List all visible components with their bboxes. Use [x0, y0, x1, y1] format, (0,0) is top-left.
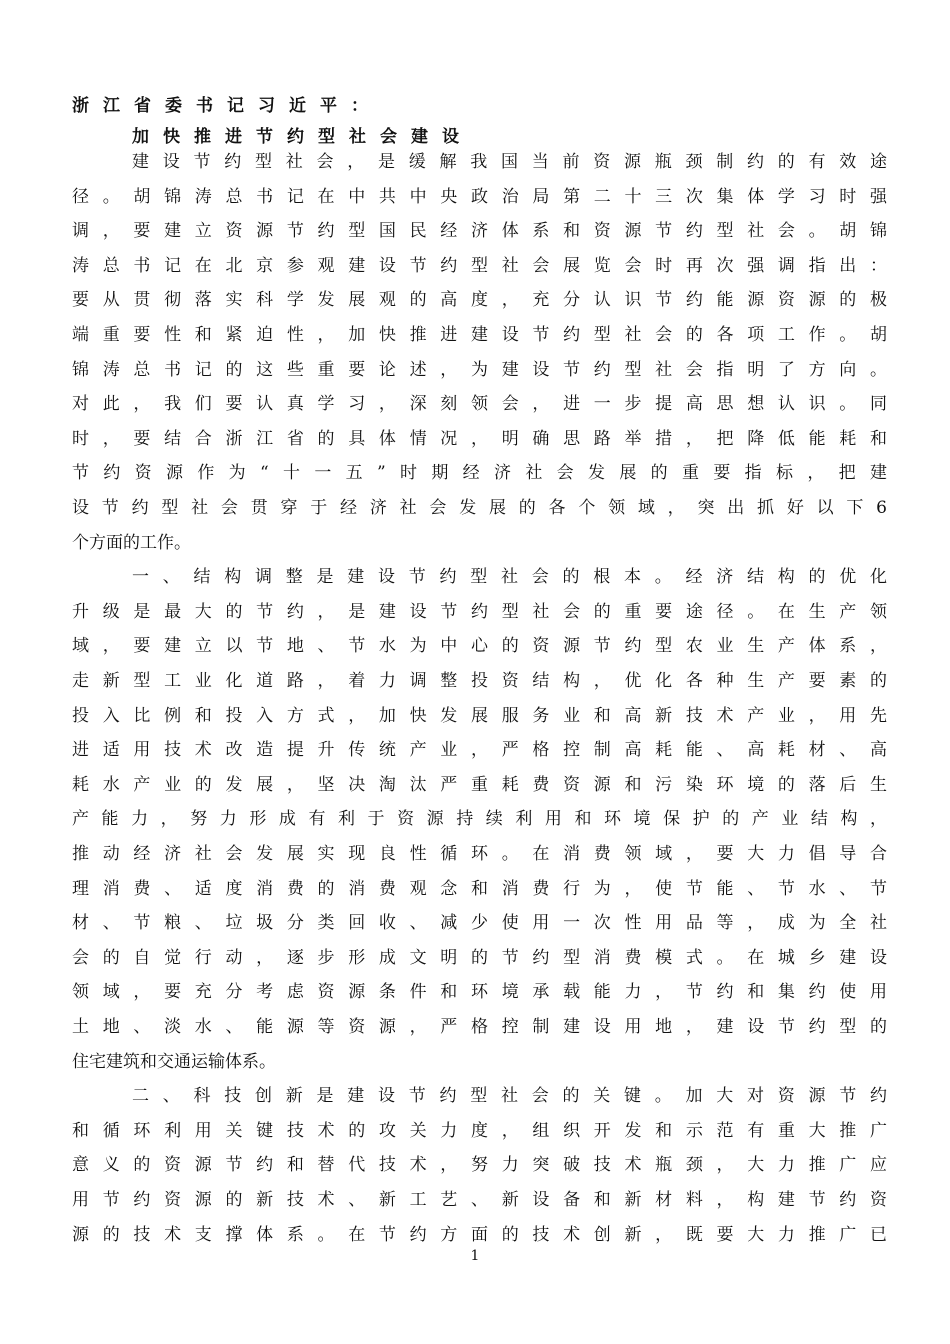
text-line: 要从贯彻落实科学发展观的高度，充分认识节约能源资源的极: [72, 290, 887, 311]
title-line-1: 浙江省委书记习近平：: [72, 96, 382, 116]
text-line: 个方面的工作。: [72, 532, 191, 553]
text-line: 和循环利用关键技术的攻关力度，组织开发和示范有重大推广: [72, 1120, 887, 1141]
text-line: 涛总书记在北京参观建设节约型社会展览会时再次强调指出：: [72, 255, 887, 276]
page-number: 1: [470, 1248, 480, 1264]
text-line: 时，要结合浙江省的具体情况，明确思路举措，把降低能耗和: [72, 428, 887, 449]
text-line: 建设节约型社会，是缓解我国当前资源瓶颈制约的有效途: [132, 152, 887, 172]
text-line: 走新型工业化道路，着力调整投资结构，优化各种生产要素的: [72, 671, 887, 691]
text-line: 节约资源作为“十一五”时期经济社会发展的重要指标，把建: [72, 463, 887, 484]
text-line: 二、科技创新是建设节约型社会的关键。加大对资源节约: [132, 1086, 887, 1107]
title-line-2: 加快推进节约型社会建设: [132, 127, 473, 147]
text-line: 理消费、适度消费的消费观念和消费行为，使节能、节水、节: [72, 878, 887, 899]
text-line: 域，要建立以节地、节水为中心的资源节约型农业生产体系，: [72, 636, 887, 657]
text-line: 径。胡锦涛总书记在中共中央政治局第二十三次集体学习时强: [72, 186, 887, 207]
text-line: 推动经济社会发展实现良性循环。在消费领域，要大力倡导合: [72, 844, 887, 864]
text-line: 材、节粮、垃圾分类回收、减少使用一次性用品等，成为全社: [72, 913, 887, 934]
text-line: 住宅建筑和交通运输体系。: [72, 1051, 276, 1072]
text-line: 一、结构调整是建设节约型社会的根本。经济结构的优化: [132, 567, 887, 588]
text-line: 会的自觉行动，逐步形成文明的节约型消费模式。在城乡建设: [72, 947, 887, 968]
text-line: 进适用技术改造提升传统产业，严格控制高耗能、高耗材、高: [72, 740, 887, 761]
text-line: 投入比例和投入方式，加快发展服务业和高新技术产业，用先: [72, 705, 887, 726]
text-line: 对此，我们要认真学习，深刻领会，进一步提高思想认识。同: [72, 394, 887, 415]
text-line: 意义的资源节约和替代技术，努力突破技术瓶颈，大力推广应: [72, 1155, 887, 1176]
text-line: 锦涛总书记的这些重要论述，为建设节约型社会指明了方向。: [72, 359, 887, 380]
text-line: 用节约资源的新技术、新工艺、新设备和新材料，构建节约资: [72, 1190, 887, 1210]
text-line: 领域，要充分考虑资源条件和环境承载能力，节约和集约使用: [72, 982, 887, 1003]
text-line: 设节约型社会贯穿于经济社会发展的各个领域，突出抓好以下6: [72, 498, 887, 518]
text-line: 调，要建立资源节约型国民经济体系和资源节约型社会。胡锦: [72, 221, 887, 242]
text-line: 源的技术支撑体系。在节约方面的技术创新，既要大力推广已: [72, 1224, 887, 1245]
text-line: 升级是最大的节约，是建设节约型社会的重要途径。在生产领: [72, 601, 887, 622]
text-line: 耗水产业的发展，坚决淘汰严重耗费资源和污染环境的落后生: [72, 774, 887, 795]
text-line: 产能力，努力形成有利于资源持续利用和环境保护的产业结构，: [72, 809, 887, 830]
text-line: 端重要性和紧迫性，加快推进建设节约型社会的各项工作。胡: [72, 325, 887, 345]
text-line: 土地、淡水、能源等资源，严格控制建设用地，建设节约型的: [72, 1017, 887, 1037]
